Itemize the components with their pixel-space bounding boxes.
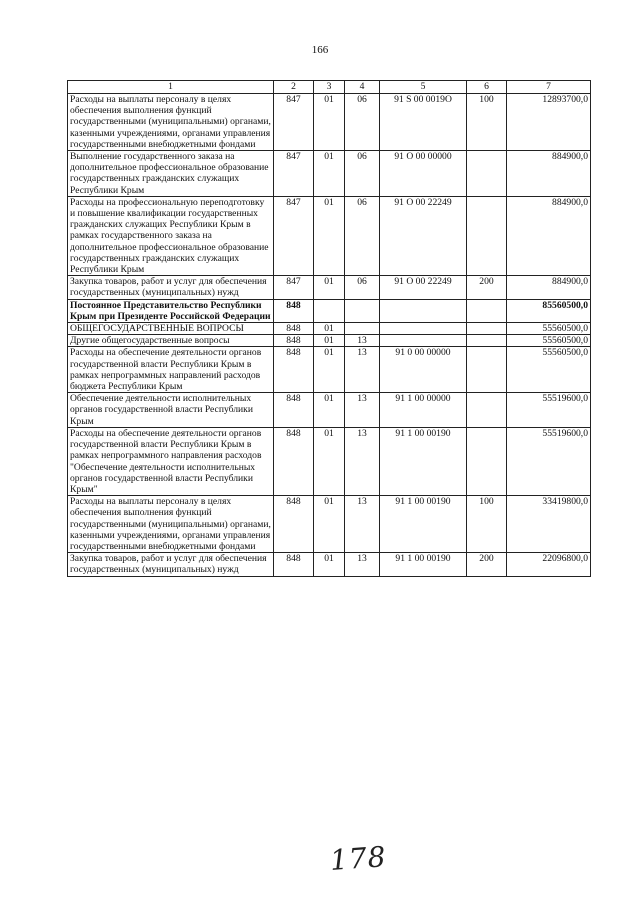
table-row: [68, 347, 591, 393]
cell-sum: 55519600,0: [507, 427, 591, 495]
cell-pr: 13: [345, 393, 380, 428]
cell-ved: 848: [274, 347, 314, 393]
cell-sum: 884900,0: [507, 151, 591, 197]
cell-csr: [380, 335, 467, 347]
cell-rz: 01: [314, 94, 345, 151]
col-header-sum: 7: [507, 81, 591, 94]
table-row: [68, 427, 591, 495]
cell-pr: [345, 299, 380, 322]
cell-sum: 55560500,0: [507, 323, 591, 335]
cell-pr: 06: [345, 151, 380, 197]
cell-name: Расходы на профессиональную переподготовку и повышение квалификации государственных гражданских служащих Республики Крым в рамках государственного заказа на дополнительное профессиональное образование государственных гражданских служащих Республики Крым: [68, 196, 274, 275]
cell-csr: [380, 323, 467, 335]
cell-name: Другие общегосударственные вопросы: [68, 335, 274, 347]
cell-csr: 91 O 00 22249: [380, 276, 467, 299]
cell-pr: 06: [345, 94, 380, 151]
col-header-ved: 2: [274, 81, 314, 94]
cell-csr: 91 1 00 00190: [380, 427, 467, 495]
cell-name: Расходы на выплаты персоналу в целях обеспечения выполнения функций государственными (муниципальными) органами, казенными учреждениями, органами управления государственными внебюджетными фондами: [68, 496, 274, 553]
cell-pr: 13: [345, 347, 380, 393]
cell-ved: 848: [274, 393, 314, 428]
table-row: [68, 299, 591, 322]
cell-pr: 06: [345, 196, 380, 275]
col-header-name: 1: [68, 81, 274, 94]
cell-vr: 200: [467, 276, 507, 299]
cell-sum: 55560500,0: [507, 335, 591, 347]
col-header-rz: 3: [314, 81, 345, 94]
cell-sum: 33419800,0: [507, 496, 591, 553]
cell-rz: 01: [314, 347, 345, 393]
table-row: [68, 151, 591, 197]
cell-sum: 12893700,0: [507, 94, 591, 151]
cell-ved: 847: [274, 151, 314, 197]
col-header-vr: 6: [467, 81, 507, 94]
cell-name: ОБЩЕГОСУДАРСТВЕННЫЕ ВОПРОСЫ: [68, 323, 274, 335]
budget-table: [67, 80, 591, 577]
cell-vr: [467, 347, 507, 393]
cell-vr: 100: [467, 94, 507, 151]
cell-ved: 847: [274, 94, 314, 151]
cell-rz: 01: [314, 196, 345, 275]
cell-vr: [467, 393, 507, 428]
cell-name: Постоянное Представительство Республики Крым при Президенте Российской Федерации: [68, 299, 274, 322]
cell-vr: [467, 323, 507, 335]
cell-vr: 200: [467, 553, 507, 576]
handwritten-page-number: 178: [328, 840, 388, 877]
table-row: [68, 553, 591, 576]
cell-sum: 22096800,0: [507, 553, 591, 576]
cell-sum: 85560500,0: [507, 299, 591, 322]
cell-vr: 100: [467, 496, 507, 553]
table-row: [68, 94, 591, 151]
cell-csr: 91 O 00 22249: [380, 196, 467, 275]
cell-pr: 13: [345, 553, 380, 576]
col-header-csr: 5: [380, 81, 467, 94]
col-header-pr: 4: [345, 81, 380, 94]
cell-pr: 13: [345, 427, 380, 495]
cell-csr: 91 1 00 00000: [380, 393, 467, 428]
cell-ved: 848: [274, 335, 314, 347]
cell-name: Расходы на выплаты персоналу в целях обеспечения выполнения функций государственными (муниципальными) органами, казенными учреждениями, органами управления государственными внебюджетными фондами: [68, 94, 274, 151]
cell-name: Закупка товаров, работ и услуг для обеспечения государственных (муниципальных) нужд: [68, 276, 274, 299]
cell-ved: 848: [274, 496, 314, 553]
cell-pr: 13: [345, 335, 380, 347]
cell-rz: [314, 299, 345, 322]
cell-pr: 06: [345, 276, 380, 299]
cell-vr: [467, 335, 507, 347]
cell-csr: 91 0 00 00000: [380, 347, 467, 393]
table-row: [68, 276, 591, 299]
cell-csr: 91 1 00 00190: [380, 553, 467, 576]
page-number: 166: [311, 44, 329, 56]
cell-vr: [467, 427, 507, 495]
cell-csr: 91 1 00 00190: [380, 496, 467, 553]
cell-sum: 884900,0: [507, 276, 591, 299]
cell-rz: 01: [314, 393, 345, 428]
cell-pr: [345, 323, 380, 335]
cell-name: Расходы на обеспечение деятельности органов государственной власти Республики Крым в рамках непрограммных направлений расходов бюджета Республики Крым: [68, 347, 274, 393]
cell-rz: 01: [314, 151, 345, 197]
table-row: [68, 496, 591, 553]
cell-ved: 847: [274, 196, 314, 275]
cell-rz: 01: [314, 276, 345, 299]
cell-ved: 848: [274, 553, 314, 576]
cell-vr: [467, 299, 507, 322]
cell-csr: 91 O 00 00000: [380, 151, 467, 197]
cell-pr: 13: [345, 496, 380, 553]
cell-rz: 01: [314, 335, 345, 347]
cell-vr: [467, 151, 507, 197]
table-row: [68, 196, 591, 275]
cell-vr: [467, 196, 507, 275]
cell-ved: 847: [274, 276, 314, 299]
cell-name: Закупка товаров, работ и услуг для обеспечения государственных (муниципальных) нужд: [68, 553, 274, 576]
cell-name: Расходы на обеспечение деятельности органов государственной власти Республики Крым в рамках непрограммного направления расходов "Обеспечение деятельности исполнительных органов государственной власти Республики Крым": [68, 427, 274, 495]
table-row: [68, 393, 591, 428]
cell-ved: 848: [274, 323, 314, 335]
cell-sum: 55560500,0: [507, 347, 591, 393]
cell-sum: 884900,0: [507, 196, 591, 275]
cell-sum: 55519600,0: [507, 393, 591, 428]
table-row: [68, 323, 591, 335]
cell-name: Обеспечение деятельности исполнительных органов государственной власти Республики Крым: [68, 393, 274, 428]
cell-rz: 01: [314, 323, 345, 335]
table-row: [68, 335, 591, 347]
cell-rz: 01: [314, 427, 345, 495]
table-header-row: [68, 81, 591, 94]
cell-ved: 848: [274, 427, 314, 495]
cell-rz: 01: [314, 496, 345, 553]
cell-csr: 91 S 00 0019O: [380, 94, 467, 151]
cell-csr: [380, 299, 467, 322]
cell-name: Выполнение государственного заказа на дополнительное профессиональное образование государственных гражданских служащих Республики Крым: [68, 151, 274, 197]
cell-rz: 01: [314, 553, 345, 576]
cell-ved: 848: [274, 299, 314, 322]
